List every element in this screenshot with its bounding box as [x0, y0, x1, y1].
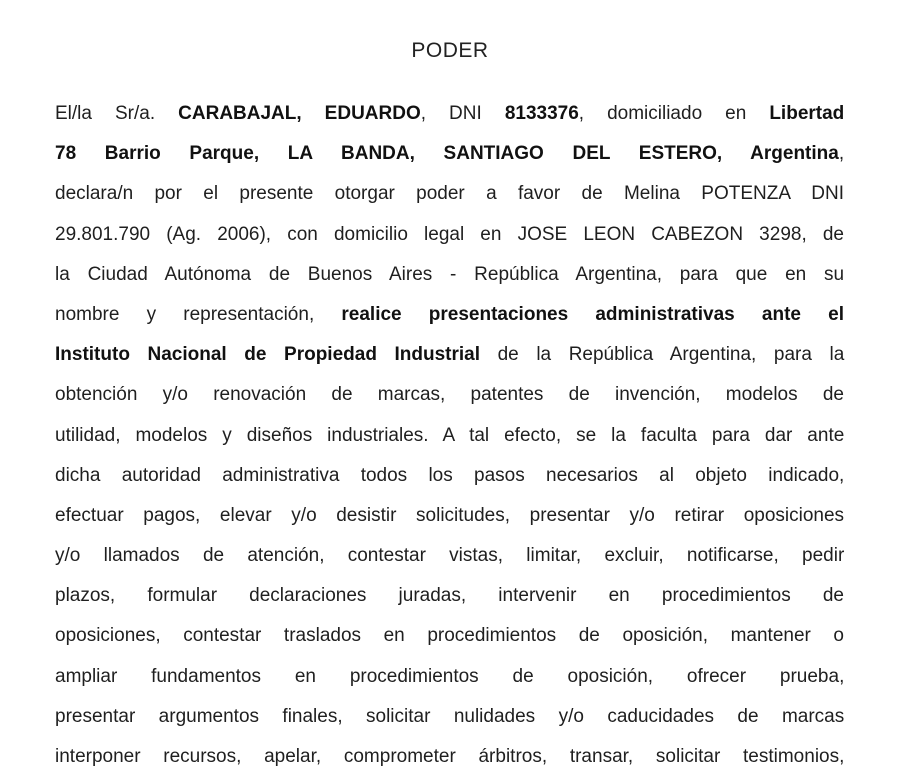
document-line: [55, 134, 844, 174]
text-segment: efectuar pagos, elevar y/o desistir solicitudes, presentar y/o retirar oposiciones: [55, 504, 845, 526]
text-segment: ampliar fundamentos en procedimientos de oposición, ofrecer prueba,: [55, 665, 845, 687]
bold-text-segment: 8133376: [504, 103, 579, 124]
document-line: [55, 657, 844, 697]
document-line: [55, 737, 844, 777]
bold-text-segment: CARABAJAL, EDUARDO: [178, 103, 421, 124]
text-segment: El/la Sr/a.: [55, 103, 179, 124]
text-segment: de la República Argentina, para la: [480, 344, 845, 366]
text-segment: dicha autoridad administrativa todos los pasos necesarios al objeto indicado,: [55, 464, 845, 486]
document-line: [55, 335, 844, 375]
document-line: [55, 174, 844, 214]
document-line: [55, 94, 844, 134]
text-segment: y/o llamados de atención, contestar vistas, limitar, excluir, notificarse, pedir: [55, 545, 845, 567]
text-segment: presentar argumentos finales, solicitar nulidades y/o caducidades de marcas: [55, 705, 845, 727]
text-segment: plazos, formular declaraciones juradas, intervenir en procedimientos de: [55, 585, 844, 607]
document-line: [55, 255, 844, 295]
bold-text-segment: 78 Barrio Parque, LA BANDA, SANTIAGO DEL ESTERO, Argentina: [55, 143, 839, 165]
document-line: [55, 536, 844, 576]
document-line: [55, 456, 844, 496]
text-segment: nombre y representación,: [55, 303, 342, 325]
document-body: [55, 94, 844, 777]
text-segment: la Ciudad Autónoma de Buenos Aires - República Argentina, para que en su: [55, 263, 845, 285]
text-segment: interponer recursos, apelar, comprometer árbitros, transar, solicitar testimonios,: [55, 746, 845, 767]
document-line: [55, 416, 844, 456]
document-line: [55, 215, 844, 255]
bold-text-segment: Libertad: [769, 103, 845, 124]
document-title: PODER: [411, 39, 489, 62]
document-line: [55, 295, 844, 335]
text-segment: ,: [838, 143, 845, 165]
document-line: [55, 697, 844, 737]
text-segment: oposiciones, contestar traslados en procedimientos de oposición, mantener o: [55, 625, 844, 647]
text-segment: utilidad, modelos y diseños industriales. A tal efecto, se la faculta para dar ante: [55, 424, 845, 446]
text-segment: 29.801.790 (Ag. 2006), con domicilio legal en JOSE LEON CABEZON 3298, de: [55, 223, 844, 245]
document-line: [55, 576, 844, 616]
document-line: [55, 496, 844, 536]
text-segment: obtención y/o renovación de marcas, patentes de invención, modelos de: [55, 384, 844, 406]
text-segment: declara/n por el presente otorgar poder a favor de Melina POTENZA DNI: [55, 183, 844, 205]
document-line: [55, 616, 844, 656]
text-segment: , DNI: [420, 103, 505, 124]
document-line: [55, 375, 844, 415]
text-segment: , domiciliado en: [578, 103, 770, 124]
bold-text-segment: realice presentaciones administrativas ante el: [341, 303, 844, 325]
bold-text-segment: Instituto Nacional de Propiedad Industrial: [55, 344, 481, 366]
